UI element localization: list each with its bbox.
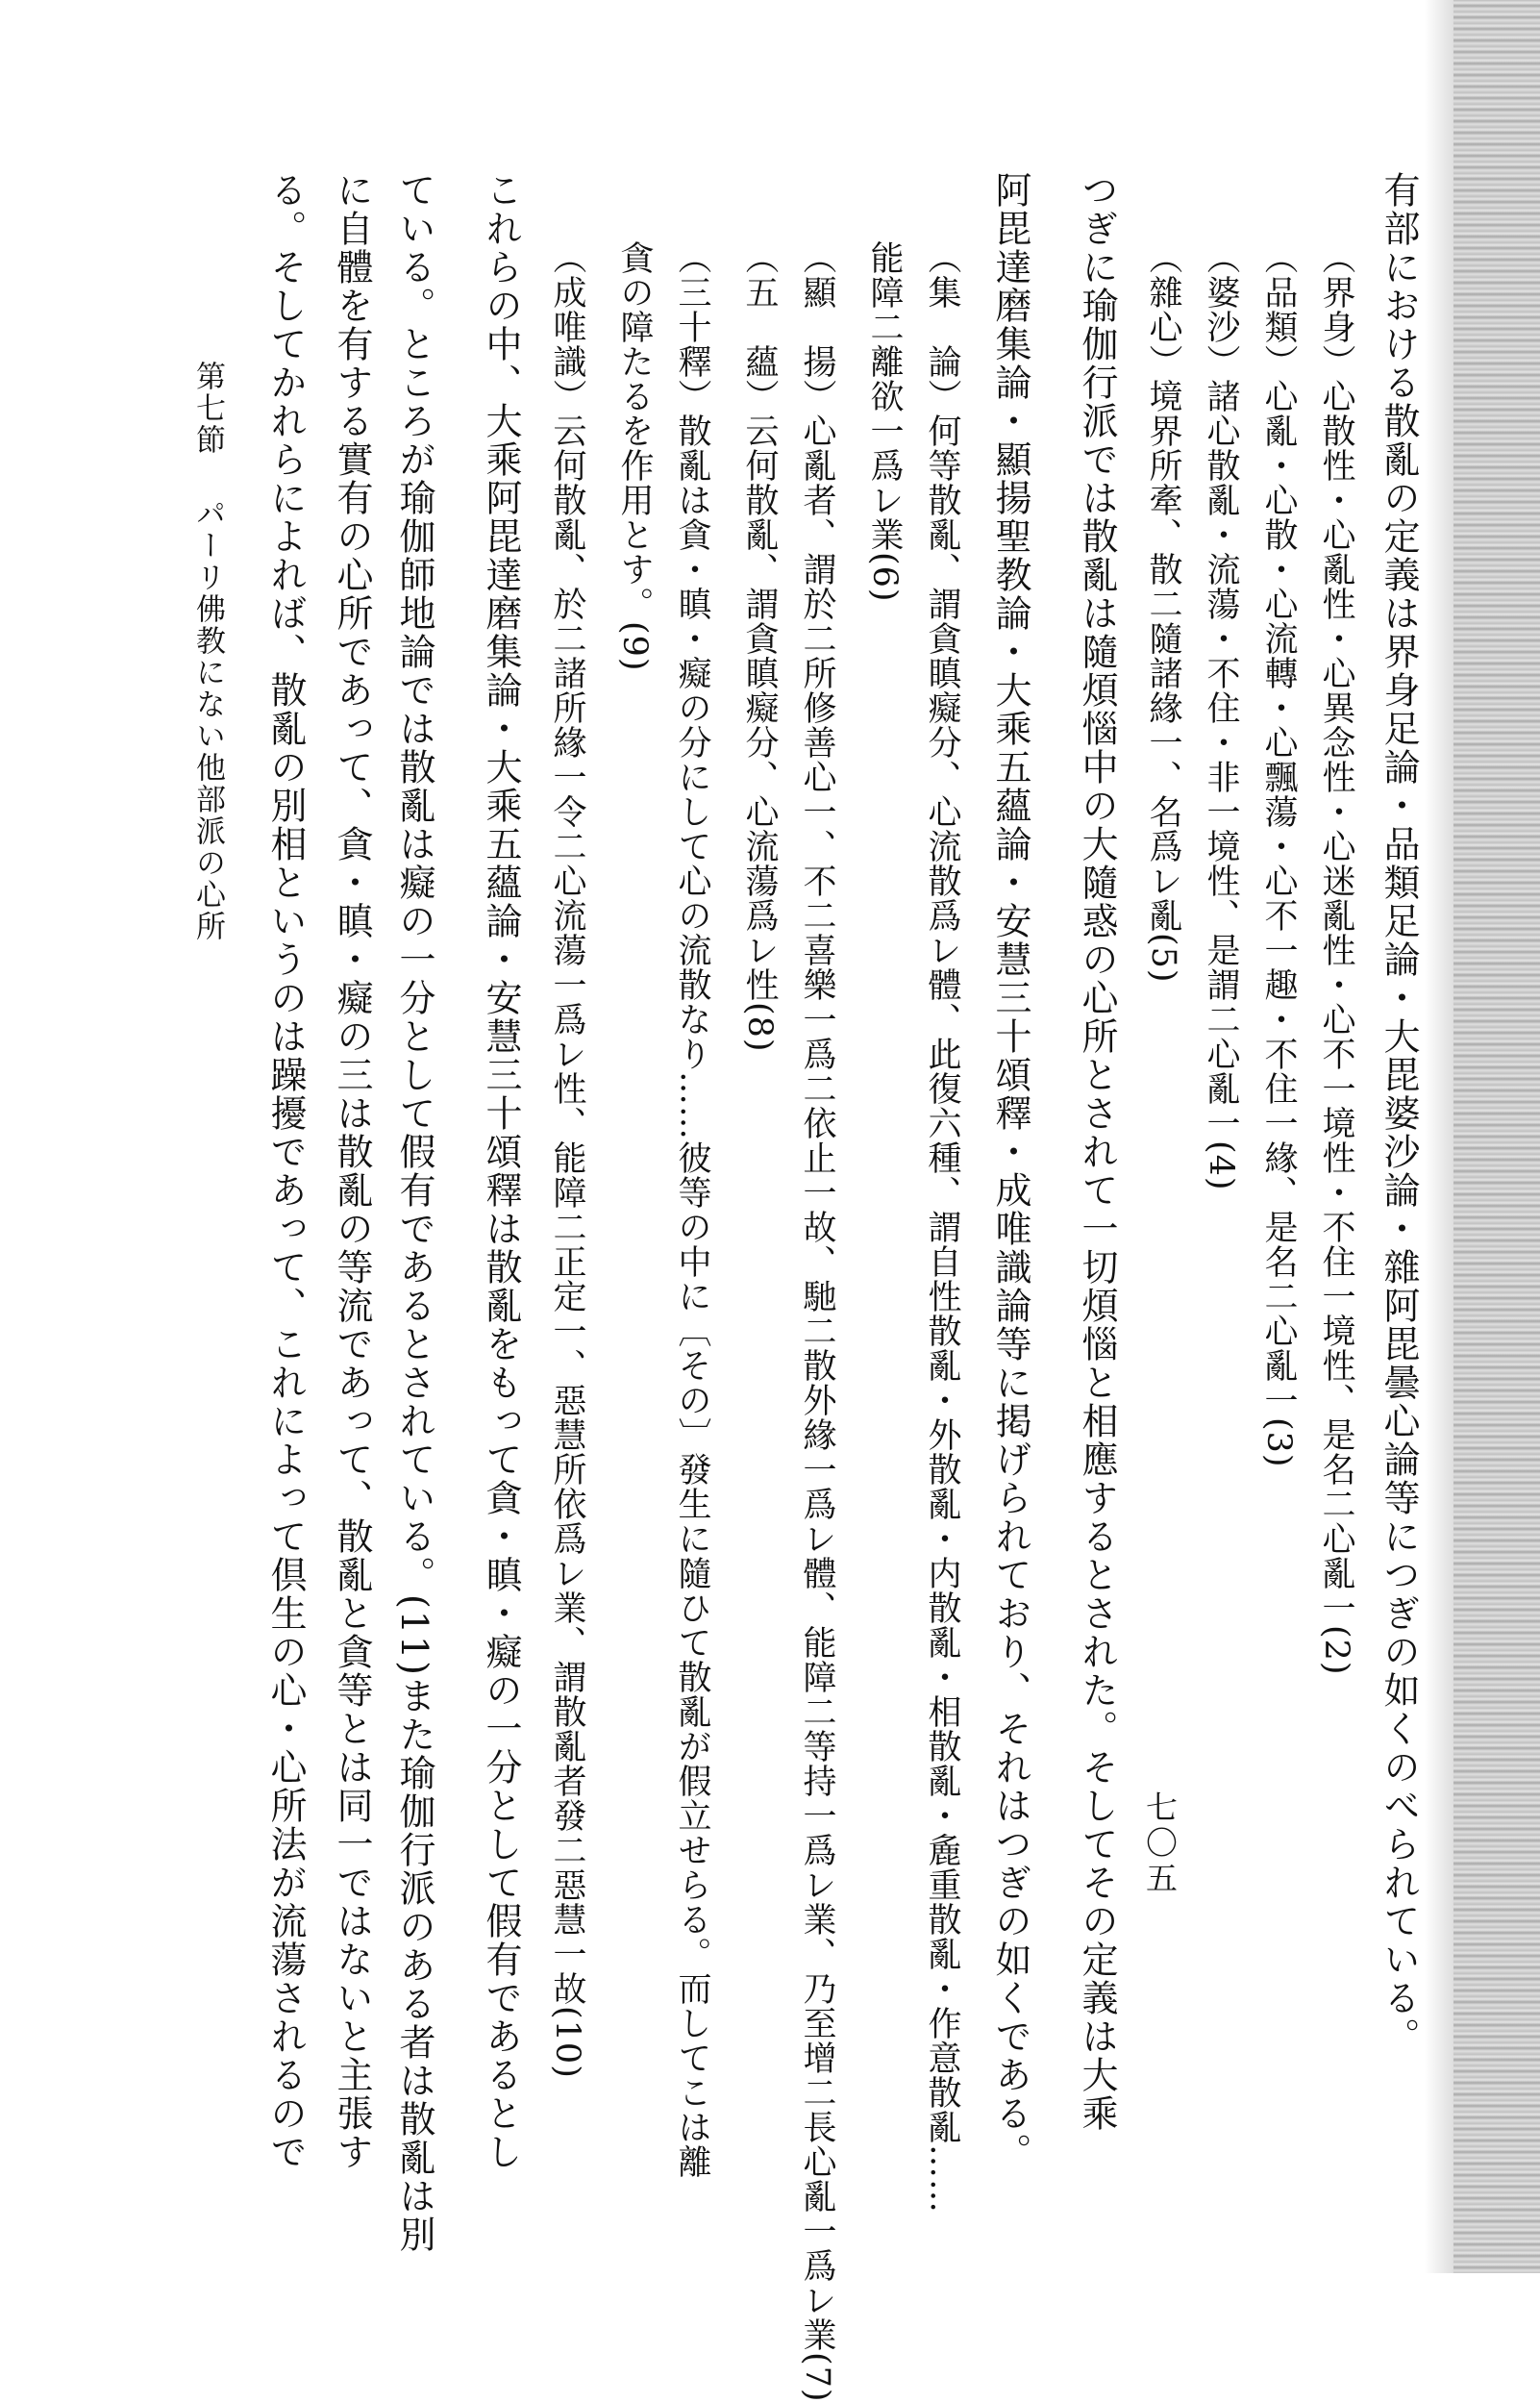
text-column: （品類）心亂・心散・心流轉・心飄蕩・心不一趣・不住一緣、是名二心亂一(3)	[1259, 240, 1298, 1468]
text-column: （三十釋）散亂は貪・瞋・癡の分にして心の流散なり……彼等の中に〔その〕發生に隨ひて散亂が假立せらる。而してこは離	[673, 240, 711, 2179]
running-header	[190, 361, 225, 942]
text-column: つぎに瑜伽行派では散亂は隨煩惱中の大隨惑の心所とされて一切煩惱と相應するとされた。そしてその定義は大乘	[1076, 171, 1118, 2133]
text-column: ている。ところが瑜伽師地論では散亂は癡の一分として假有であるとされている。(11)また瑜伽行派のある者は散亂は別	[393, 171, 435, 2255]
page-edge-fade	[1425, 0, 1453, 2273]
text-column: （集 論）何等散亂、謂貪瞋癡分、心流散爲レ體、此復六種、謂自性散亂・外散亂・内散亂・相散亂・麁重散亂・作意散亂……	[923, 240, 961, 2214]
text-column: （界身）心散性・心亂性・心異念性・心迷亂性・心不一境性・不住一境性、是名二心亂一(2)	[1317, 240, 1355, 1676]
text-column: （婆沙）諸心散亂・流蕩・不住・非一境性、是謂二心亂一(4)	[1202, 240, 1240, 1191]
page-number: 七〇五	[1141, 1790, 1179, 1897]
text-column: 能障二離欲一爲レ業(6)	[865, 240, 904, 603]
text-column: 貪の障たるを作用とす。(9)	[615, 240, 654, 672]
header-title: パーリ佛教にない他部派の心所	[190, 498, 225, 942]
text-column: これらの中、大乘阿毘達磨集論・大乘五蘊論・安慧三十頌釋は散亂をもって貪・瞋・癡の一分として假有であるとし	[480, 171, 522, 2171]
header-section: 第七節	[190, 361, 225, 456]
text-column: 阿毘達磨集論・顯揚聖教論・大乘五蘊論・安慧三十頌釋・成唯識論等に掲げられており、それはつぎの如くである。	[989, 171, 1031, 2171]
text-column: 有部における散亂の定義は界身足論・品類足論・大毘婆沙論・雜阿毘曇心論等につぎの如くのべられている。	[1378, 171, 1420, 2056]
page-edge-noise	[1453, 0, 1540, 2273]
text-column: （雜心）境界所牽、散二隨諸緣一、名爲レ亂(5)	[1144, 240, 1182, 984]
text-column: （五 蘊）云何散亂、謂貪瞋癡分、心流蕩爲レ性(8)	[740, 240, 779, 1053]
text-column: （成唯識）云何散亂、於二諸所緣一令二心流蕩一爲レ性、能障二正定一、惡慧所依爲レ業、謂散亂者發二惡慧一故(10)	[548, 240, 586, 2079]
text-column: る。そしてかれらによれば、散亂の別相というのは躁擾であって、これによって倶生の心・心所法が流蕩されるので	[264, 171, 307, 2171]
text-column: （顯 揚）心亂者、謂於二所修善心一、不二喜樂一爲二依止一故、馳二散外緣一爲レ體、能障二等持一爲レ業、乃至增二長心亂一爲レ業(7)	[798, 240, 836, 2403]
text-column: に自體を有する實有の心所であって、貪・瞋・癡の三は散亂の等流であって、散亂と貪等とは同一ではないと主張す	[331, 171, 373, 2171]
